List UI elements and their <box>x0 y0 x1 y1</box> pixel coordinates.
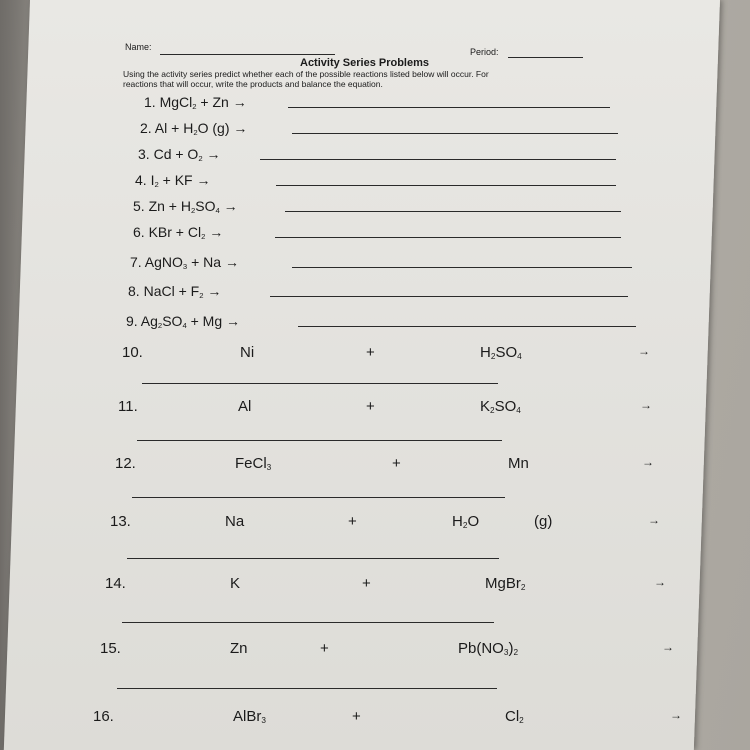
subscript: 2 <box>462 521 468 531</box>
subscript: 2 <box>193 127 198 137</box>
subscript: 3 <box>261 716 266 726</box>
reactant-1: Ni <box>240 344 255 361</box>
instructions-line-1: Using the activity series predict whether each of the possible reactions listed below will occur. For <box>123 69 489 79</box>
problem-number: 14. <box>105 575 126 592</box>
equation-number: 9. <box>126 313 141 329</box>
answer-blank[interactable] <box>260 159 616 160</box>
equation-number: 6. <box>133 224 149 240</box>
equation-2: 2. $Al + H_2O$ (g) → <box>140 120 248 137</box>
name-label: Name: <box>125 42 152 52</box>
state-label: (g) <box>534 513 553 530</box>
subscript: 2 <box>199 290 204 300</box>
subscript: 4 <box>517 352 522 362</box>
problem-number: 15. <box>100 640 121 657</box>
reactant-1: AlBr$_3$ <box>233 708 266 726</box>
equation-number: 8. <box>128 283 144 299</box>
reactant-2: $Pb(NO_3)_2$ <box>458 640 519 658</box>
subscript: 2 <box>154 179 159 189</box>
problem-number: 11. <box>118 398 138 415</box>
subscript: 2 <box>490 352 496 362</box>
period-label: Period: <box>470 47 499 57</box>
plus-sign: + <box>392 455 401 472</box>
subscript: 2 <box>192 101 197 111</box>
reactant-2: $Cl_2$ <box>505 708 524 726</box>
period-blank <box>508 57 583 58</box>
problem-number: 16. <box>93 708 114 725</box>
answer-blank[interactable] <box>276 185 616 186</box>
reactant-1: Zn <box>230 640 248 657</box>
answer-blank[interactable] <box>132 497 505 498</box>
problem-number: 12. <box>115 455 136 472</box>
arrow-icon: → <box>670 708 682 722</box>
answer-blank[interactable] <box>122 622 494 623</box>
subscript: 2 <box>157 320 163 330</box>
plus-sign: + <box>366 344 375 361</box>
arrow-icon: → <box>654 575 666 589</box>
subscript: 2 <box>520 583 526 593</box>
answer-blank[interactable] <box>117 688 497 689</box>
subscript: 2 <box>190 205 196 215</box>
answer-blank[interactable] <box>127 558 499 559</box>
equation-3: 3. $Cd + O_2$ → <box>138 146 221 163</box>
subscript: 2 <box>513 648 519 658</box>
subscript: 2 <box>201 231 206 241</box>
subscript: 2 <box>490 406 495 416</box>
reactant-2: MgBr$_2$ <box>485 575 526 593</box>
subscript: 3 <box>503 648 509 658</box>
equation-7: 7. AgNO$_3$ + Na → <box>130 254 239 271</box>
answer-blank[interactable] <box>298 326 636 327</box>
reactant-1: FeCl$_3$ <box>235 455 272 473</box>
answer-blank[interactable] <box>292 267 632 268</box>
reactant-2: $H_2SO_4$ <box>480 344 522 362</box>
subscript: 3 <box>182 261 188 271</box>
problem-number: 13. <box>110 513 131 530</box>
equation-number: 5. <box>133 198 149 214</box>
instructions-line-2: reactions that will occur, write the products and balance the equation. <box>123 79 383 89</box>
reactant-1: Na <box>225 513 245 530</box>
page-title: Activity Series Problems <box>300 57 430 69</box>
arrow-icon: → <box>642 455 654 469</box>
equation-4: 4. $I_2$ + KF → <box>135 172 211 189</box>
reactant-1: K <box>230 575 241 592</box>
reactant-2: $H_2O$ <box>452 513 480 531</box>
subscript: 4 <box>182 320 187 330</box>
answer-blank[interactable] <box>292 133 618 134</box>
plus-sign: + <box>348 513 357 530</box>
equation-6: 6. KBr + $Cl_2$ → <box>133 224 224 241</box>
answer-blank[interactable] <box>137 440 502 441</box>
subscript: 4 <box>516 406 521 416</box>
answer-blank[interactable] <box>142 383 498 384</box>
equation-number: 7. <box>130 254 145 270</box>
equation-8: 8. NaCl + $F_2$ → <box>128 283 222 300</box>
equation-5: 5. $Zn + H_2SO_4$ → <box>133 198 238 215</box>
subscript: 3 <box>266 463 272 473</box>
plus-sign: + <box>320 640 329 657</box>
arrow-icon: → <box>662 640 674 654</box>
problem-number: 10. <box>122 344 143 361</box>
equation-number: 1. <box>144 94 160 110</box>
arrow-icon: → <box>648 513 660 527</box>
arrow-icon: → <box>638 344 650 358</box>
subscript: 2 <box>519 716 524 726</box>
subscript: 2 <box>198 153 203 163</box>
plus-sign: + <box>362 575 371 592</box>
equation-number: 4. <box>135 172 151 188</box>
plus-sign: + <box>352 708 361 725</box>
answer-blank[interactable] <box>288 107 610 108</box>
reactant-2: Mn <box>508 455 529 472</box>
equation-1: 1. MgCl$_2$ + Zn → <box>144 94 247 111</box>
subscript: 4 <box>215 205 220 215</box>
equation-number: 2. <box>140 120 155 136</box>
answer-blank[interactable] <box>270 296 628 297</box>
equation-number: 3. <box>138 146 154 162</box>
answer-blank[interactable] <box>275 237 621 238</box>
reactant-2: $K_2SO_4$ <box>480 398 521 416</box>
plus-sign: + <box>366 398 375 415</box>
equation-9: 9. $Ag_2SO_4 + Mg$ → <box>126 313 241 330</box>
name-blank <box>160 54 335 55</box>
answer-blank[interactable] <box>285 211 621 212</box>
reactant-1: Al <box>238 398 252 415</box>
arrow-icon: → <box>640 398 652 412</box>
